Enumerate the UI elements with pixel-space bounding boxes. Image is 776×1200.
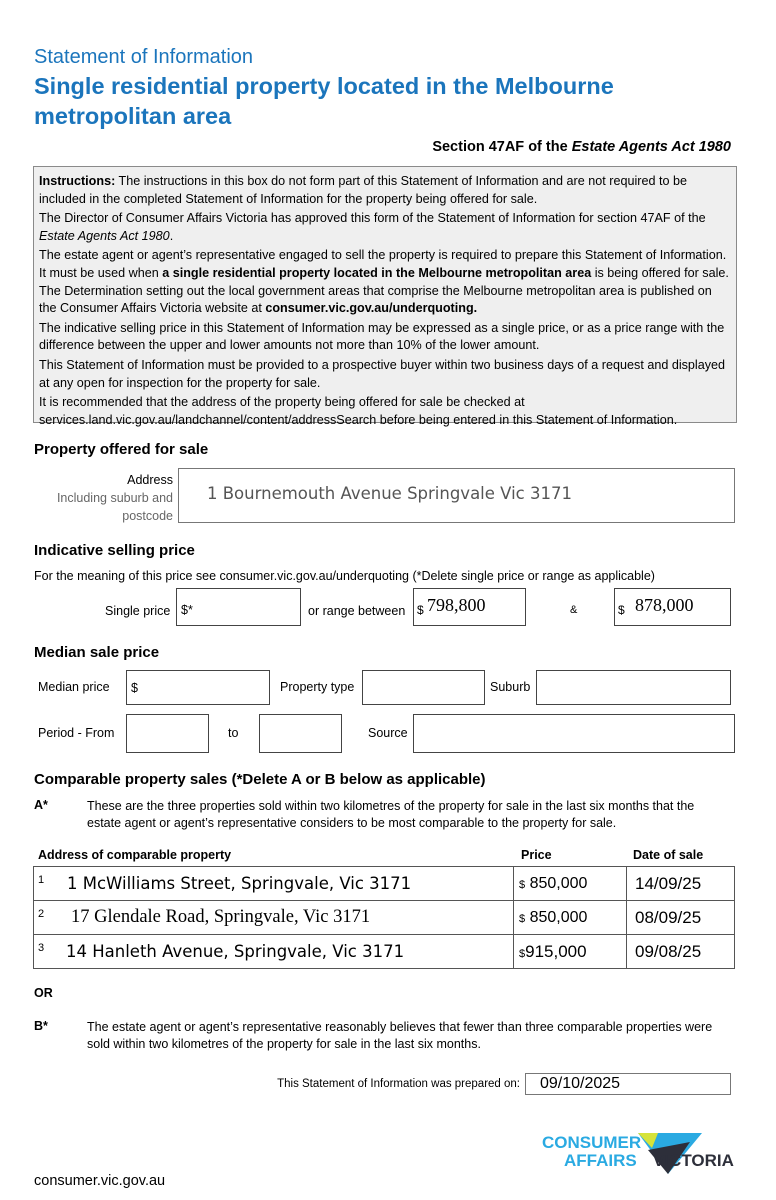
range-low-field[interactable] [413,588,526,626]
address-label-main: Address [127,473,173,487]
address-cell[interactable] [34,901,514,935]
option-a-text: These are the three properties sold within two kilometres of the property for sale in the last six months that the estate agent or agent’s representative considers to be most comparable to the property for sale. [87,799,695,830]
svg-text:AFFAIRS: AFFAIRS [564,1151,637,1170]
address-cell[interactable] [34,867,514,901]
comp-date: 09/08/25 [635,941,702,961]
property-type-field[interactable] [362,670,485,705]
instr-p3b: is being offered for sale. The Determination setting out the local government areas that comprise the Melbourne metropolitan area is published on the Consumer Affairs Victoria website at [39,265,729,316]
suburb-label: Suburb [490,680,531,694]
source-label: Source [368,726,408,740]
instr-p2: The Director of Consumer Affairs Victoria has approved this form of the Statement of Information for section 47AF of the [39,211,706,226]
section-prefix: Section 47AF of the [432,139,572,155]
price-cell[interactable] [514,867,627,901]
comp-price: 850,000 [529,874,588,892]
comp-date: 14/09/25 [635,873,702,893]
instr-heading: Instructions: [39,174,116,188]
section-act: Estate Agents Act 1980 [571,139,731,155]
instr-p3-bold: a single residential property located in the Melbourne metropolitan area [162,265,592,280]
property-heading: Property offered for sale [34,441,209,458]
range-high-field[interactable] [614,588,731,626]
consumer-affairs-victoria-logo [540,1130,740,1175]
price-cell[interactable] [514,935,627,969]
prepared-date-field[interactable] [525,1073,731,1095]
or-label: OR [34,986,53,1000]
indicative-note: For the meaning of this price see consumer.vic.gov.au/underquoting (*Delete single price or range as applicable) [34,569,655,583]
address-label-hint: Including suburb and [56,491,173,505]
table-row [34,867,735,901]
row-number: 1 [38,874,45,886]
comparable-table [33,866,735,969]
price-cell[interactable] [514,901,627,935]
instr-p6: It is recommended that the address of the property being offered for sale be checked at services.land.vic.gov.au/landchannel/content/addressSearch before being entered in this Statement of Information. [39,395,678,427]
logo-triangle-icon [540,1130,740,1175]
median-price-label: Median price [38,680,110,694]
period-to-label: to [228,726,239,740]
currency: $ [519,878,526,891]
comp-address: 1 McWilliams Street, Springvale, Vic 3171 [67,873,412,893]
range-ampersand: & [570,604,578,616]
median-heading: Median sale price [34,644,160,661]
period-from-field[interactable] [126,714,209,753]
comparable-heading: Comparable property sales (*Delete A or B below as applicable) [34,771,486,788]
source-field[interactable] [413,714,735,753]
svg-text:VICTORIA: VICTORIA [653,1151,734,1170]
single-price-field[interactable] [176,588,301,626]
address-value: 1 Bournemouth Avenue Springvale Vic 3171 [207,484,572,503]
address-label [57,471,173,525]
form-subtitle: Statement of Information [34,46,254,68]
instr-p3: The estate agent or agent’s representative engaged to sell the property is required to prepare this Statement of Information. It must be used when [39,248,727,280]
instr-p2-act: Estate Agents Act 1980 [39,228,170,243]
instructions-box: Instructions: The instructions in this box do not form part of this Statement of Information and are not required to be included in the completed Statement of Information for the property being offered for sale. The Director of Consumer Affairs Victoria has approved this form of the Statement of Information for section 47AF of the Estate Agents Act 1980. The estate agent or agent’s representative engaged to sell the property is required to prepare this Statement of Information. It must be used when a single residential property located in the Melbourne metropolitan area is being offered for sale. The Determination setting out the local government areas that comprise the Melbourne metropolitan area is published on the Consumer Affairs Victoria website at consumer.vic.gov.au/underquoting. The indicative selling price in this Statement of Information may be expressed as a single price, or as a price range with the difference between the upper and lower amounts not more than 10% of the lower amount. This Statement of Information must be provided to a prospective buyer within two business days of a request and displayed at any open for inspection for the property for sale. It is recommended that the address of the property being offered for sale be checked at services.land.vic.gov.au/landchannel/content/addressSearch before being entered in this Statement of Information. [33,166,737,423]
date-cell[interactable] [627,935,735,969]
dollar-sign: $ [417,603,424,617]
form-title: Single residential property located in the Melbourne metropolitan area [34,73,614,129]
comp-price: 915,000 [525,941,587,961]
address-label-hint2: postcode [122,509,173,523]
comp-address: 17 Glendale Road, Springvale, Vic 3171 [71,907,371,927]
currency: $ [519,947,526,960]
comp-date: 08/09/25 [635,907,702,927]
prepared-date: 09/10/2025 [540,1075,621,1092]
single-price-prefix: $* [181,603,193,617]
median-price-prefix: $ [131,681,138,695]
option-a-label: A* [34,798,48,812]
date-cell[interactable] [627,867,735,901]
row-number: 2 [38,908,45,920]
instr-p5: This Statement of Information must be provided to a prospective buyer within two business days of a request and displayed at any open for inspection for the property for sale. [39,357,726,390]
suburb-field[interactable] [536,670,731,705]
range-label: or range between [308,604,406,618]
property-type-label: Property type [280,680,355,694]
footer-url[interactable]: consumer.vic.gov.au [34,1173,166,1189]
address-cell[interactable] [34,935,514,969]
row-number: 3 [38,942,45,954]
instr-p4: The indicative selling price in this Statement of Information may be expressed as a single price, or as a price range with the difference between the upper and lower amounts not more than 10% of the lower amount. [39,320,725,353]
date-cell[interactable] [627,901,735,935]
section-reference [432,139,731,155]
option-b-text: The estate agent or agent’s representative reasonably believes that fewer than three comparable properties were sold within two kilometres of the property for sale in the last six months. [87,1020,713,1051]
range-low-value: 798,800 [427,595,486,615]
dollar-sign: $ [618,603,625,617]
median-price-field[interactable] [126,670,270,705]
range-high-value: 878,000 [635,595,694,615]
indicative-heading: Indicative selling price [34,542,195,559]
comp-address: 14 Hanleth Avenue, Springvale, Vic 3171 [66,941,405,961]
col-address-header: Address of comparable property [38,848,232,862]
single-price-label: Single price [105,604,171,618]
svg-text:CONSUMER: CONSUMER [542,1133,642,1152]
prepared-on-label: This Statement of Information was prepared on: [277,1078,520,1090]
comp-price: 850,000 [529,908,588,926]
col-date-header: Date of sale [633,848,704,862]
period-to-field[interactable] [259,714,342,753]
address-field[interactable] [178,468,735,523]
instr-p1: The instructions in this box do not form part of this Statement of Information and are not required to be included in the completed Statement of Information for the property being offered for sale. [39,174,687,206]
option-b-label: B* [34,1019,48,1033]
currency: $ [519,912,526,925]
table-row [34,901,735,935]
col-price-header: Price [521,848,552,862]
instr-link[interactable]: consumer.vic.gov.au/underquoting. [265,301,478,316]
period-from-label: Period - From [38,726,115,740]
table-row [34,935,735,969]
